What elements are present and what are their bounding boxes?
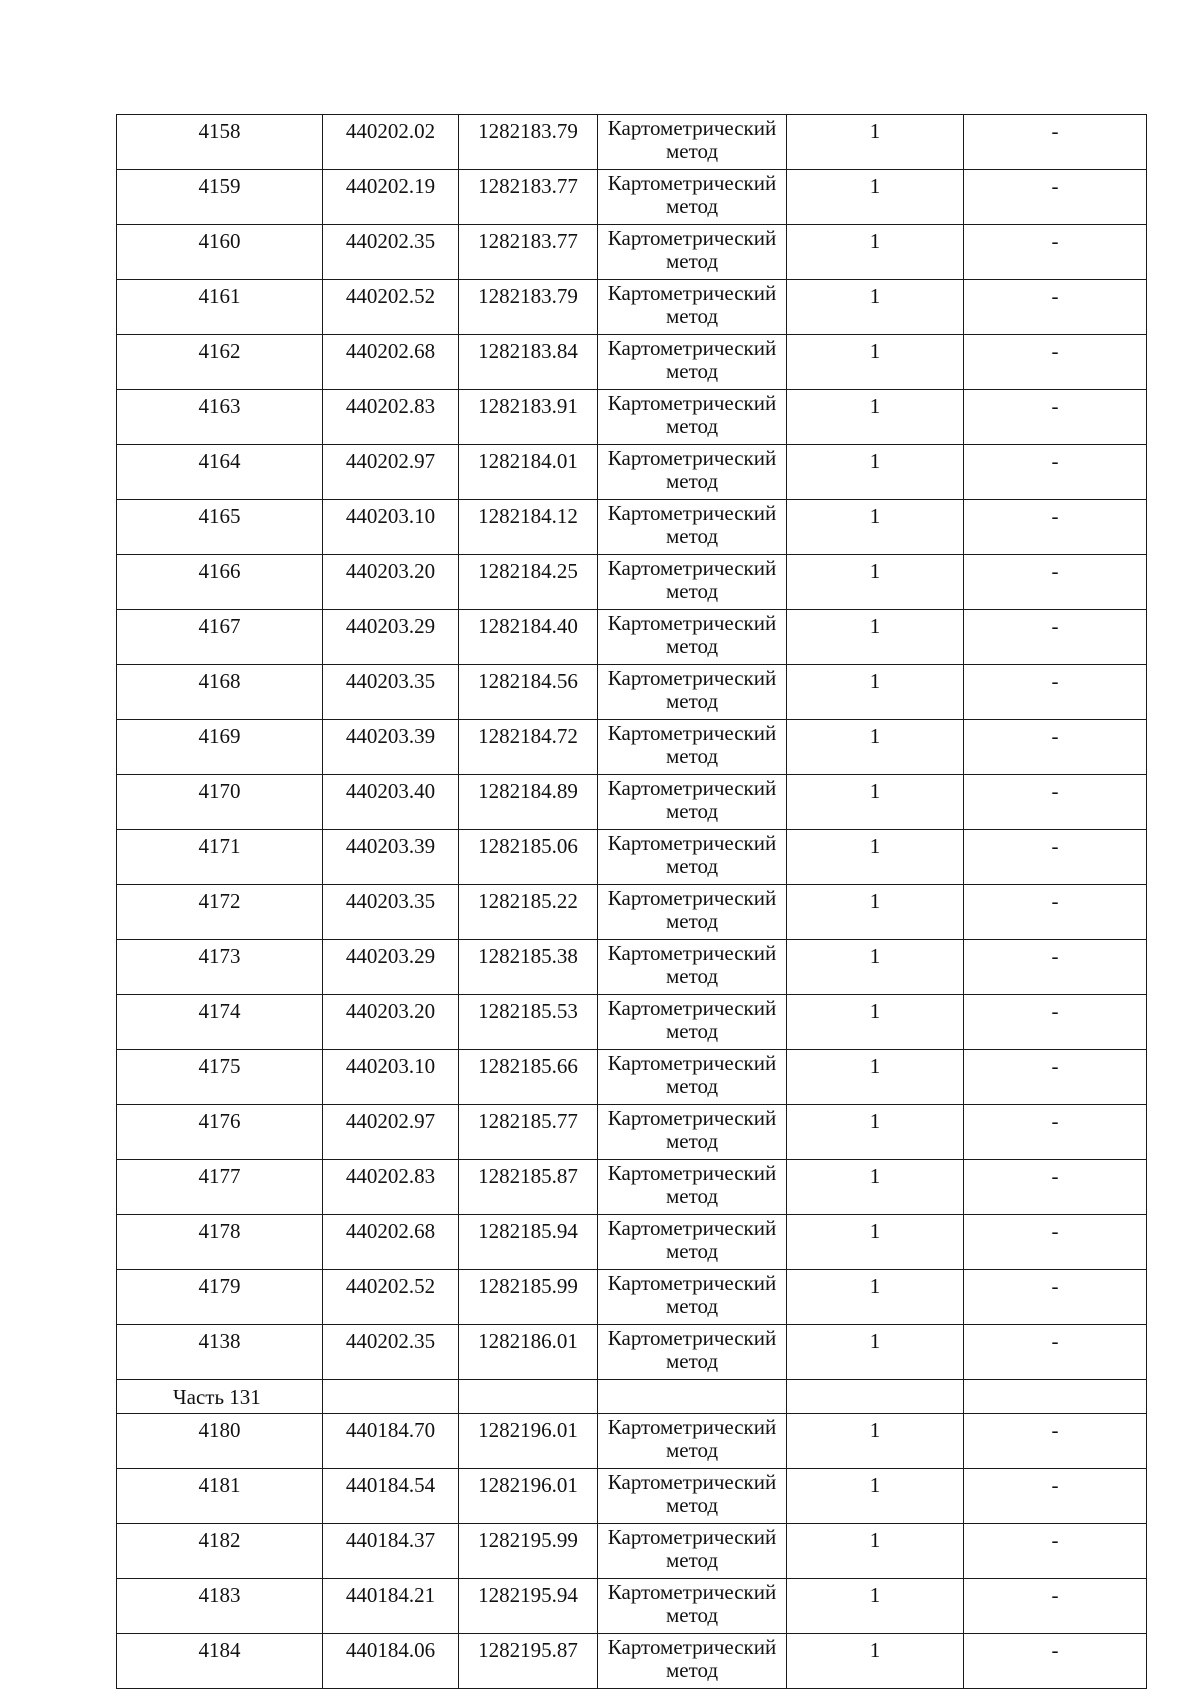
- note-cell: -: [964, 115, 1147, 170]
- table-row: [117, 885, 1147, 940]
- table-row: [117, 995, 1147, 1050]
- accuracy-cell: 1: [787, 445, 964, 500]
- note-cell: -: [964, 445, 1147, 500]
- y-coordinate-cell: 1282185.66: [459, 1050, 598, 1105]
- table-row: [117, 1215, 1147, 1270]
- table-row: [117, 1160, 1147, 1215]
- point-number-cell: 4164: [117, 445, 323, 500]
- accuracy-cell: 1: [787, 115, 964, 170]
- accuracy-cell: 1: [787, 1579, 964, 1634]
- x-coordinate-cell: 440184.21: [323, 1579, 459, 1634]
- method-cell: Картометрический метод: [598, 390, 787, 445]
- accuracy-cell: 1: [787, 1050, 964, 1105]
- accuracy-cell: 1: [787, 1160, 964, 1215]
- point-number-cell: 4169: [117, 720, 323, 775]
- method-cell: Картометрический метод: [598, 115, 787, 170]
- accuracy-cell: 1: [787, 390, 964, 445]
- table-row: [117, 1050, 1147, 1105]
- accuracy-cell: 1: [787, 1325, 964, 1380]
- method-cell: Картометрический метод: [598, 445, 787, 500]
- x-coordinate-cell: 440202.83: [323, 390, 459, 445]
- method-cell: Картометрический метод: [598, 1105, 787, 1160]
- y-coordinate-cell: 1282184.01: [459, 445, 598, 500]
- table-row: [117, 1105, 1147, 1160]
- x-coordinate-cell: 440202.19: [323, 170, 459, 225]
- accuracy-cell: 1: [787, 1270, 964, 1325]
- accuracy-cell: 1: [787, 885, 964, 940]
- point-number-cell: 4174: [117, 995, 323, 1050]
- point-number-cell: 4159: [117, 170, 323, 225]
- x-coordinate-cell: 440202.83: [323, 1160, 459, 1215]
- table-row: [117, 500, 1147, 555]
- point-number-cell: 4168: [117, 665, 323, 720]
- accuracy-cell: 1: [787, 1634, 964, 1689]
- y-coordinate-cell: 1282184.25: [459, 555, 598, 610]
- x-coordinate-cell: 440184.06: [323, 1634, 459, 1689]
- table-row: [117, 1270, 1147, 1325]
- y-coordinate-cell: 1282183.84: [459, 335, 598, 390]
- x-coordinate-cell: 440202.97: [323, 445, 459, 500]
- point-number-cell: 4160: [117, 225, 323, 280]
- method-cell: Картометрический метод: [598, 775, 787, 830]
- point-number-cell: 4161: [117, 280, 323, 335]
- note-cell: -: [964, 1634, 1147, 1689]
- x-coordinate-cell: 440202.02: [323, 115, 459, 170]
- y-coordinate-cell: 1282184.40: [459, 610, 598, 665]
- point-number-cell: 4182: [117, 1524, 323, 1579]
- point-number-cell: 4158: [117, 115, 323, 170]
- note-cell: -: [964, 225, 1147, 280]
- accuracy-cell: 1: [787, 830, 964, 885]
- method-cell: Картометрический метод: [598, 555, 787, 610]
- x-coordinate-cell: 440202.52: [323, 1270, 459, 1325]
- x-coordinate-cell: 440203.35: [323, 885, 459, 940]
- point-number-cell: 4175: [117, 1050, 323, 1105]
- table-row: [117, 445, 1147, 500]
- y-coordinate-cell: 1282183.77: [459, 170, 598, 225]
- point-number-cell: 4178: [117, 1215, 323, 1270]
- table-row: [117, 225, 1147, 280]
- table-row: [117, 830, 1147, 885]
- empty-cell: [598, 1380, 787, 1414]
- method-cell: Картометрический метод: [598, 1270, 787, 1325]
- table-row: [117, 390, 1147, 445]
- accuracy-cell: 1: [787, 280, 964, 335]
- method-cell: Картометрический метод: [598, 500, 787, 555]
- y-coordinate-cell: 1282185.94: [459, 1215, 598, 1270]
- x-coordinate-cell: 440202.68: [323, 335, 459, 390]
- method-cell: Картометрический метод: [598, 1050, 787, 1105]
- table-row: [117, 170, 1147, 225]
- x-coordinate-cell: 440202.52: [323, 280, 459, 335]
- method-cell: Картометрический метод: [598, 1215, 787, 1270]
- note-cell: -: [964, 940, 1147, 995]
- section-title: Часть 131: [117, 1380, 323, 1414]
- table-row: [117, 1469, 1147, 1524]
- method-cell: Картометрический метод: [598, 1579, 787, 1634]
- method-cell: Картометрический метод: [598, 280, 787, 335]
- y-coordinate-cell: 1282186.01: [459, 1325, 598, 1380]
- x-coordinate-cell: 440203.39: [323, 720, 459, 775]
- y-coordinate-cell: 1282185.87: [459, 1160, 598, 1215]
- table-row: [117, 335, 1147, 390]
- point-number-cell: 4163: [117, 390, 323, 445]
- point-number-cell: 4184: [117, 1634, 323, 1689]
- empty-cell: [459, 1380, 598, 1414]
- y-coordinate-cell: 1282196.01: [459, 1469, 598, 1524]
- note-cell: -: [964, 1469, 1147, 1524]
- accuracy-cell: 1: [787, 555, 964, 610]
- method-cell: Картометрический метод: [598, 940, 787, 995]
- x-coordinate-cell: 440203.20: [323, 995, 459, 1050]
- accuracy-cell: 1: [787, 1524, 964, 1579]
- note-cell: -: [964, 1215, 1147, 1270]
- accuracy-cell: 1: [787, 995, 964, 1050]
- y-coordinate-cell: 1282184.89: [459, 775, 598, 830]
- x-coordinate-cell: 440203.29: [323, 610, 459, 665]
- point-number-cell: 4166: [117, 555, 323, 610]
- note-cell: -: [964, 1270, 1147, 1325]
- note-cell: -: [964, 830, 1147, 885]
- coordinates-table: [116, 114, 1147, 1689]
- method-cell: Картометрический метод: [598, 610, 787, 665]
- method-cell: Картометрический метод: [598, 720, 787, 775]
- note-cell: -: [964, 1105, 1147, 1160]
- y-coordinate-cell: 1282195.94: [459, 1579, 598, 1634]
- note-cell: -: [964, 1325, 1147, 1380]
- y-coordinate-cell: 1282184.12: [459, 500, 598, 555]
- note-cell: -: [964, 610, 1147, 665]
- method-cell: Картометрический метод: [598, 1160, 787, 1215]
- point-number-cell: 4183: [117, 1579, 323, 1634]
- section-row: [117, 1380, 1147, 1414]
- x-coordinate-cell: 440184.54: [323, 1469, 459, 1524]
- x-coordinate-cell: 440203.10: [323, 500, 459, 555]
- accuracy-cell: 1: [787, 335, 964, 390]
- y-coordinate-cell: 1282185.22: [459, 885, 598, 940]
- x-coordinate-cell: 440202.35: [323, 1325, 459, 1380]
- point-number-cell: 4171: [117, 830, 323, 885]
- method-cell: Картометрический метод: [598, 1414, 787, 1469]
- note-cell: -: [964, 335, 1147, 390]
- table-row: [117, 940, 1147, 995]
- y-coordinate-cell: 1282185.06: [459, 830, 598, 885]
- point-number-cell: 4167: [117, 610, 323, 665]
- coordinates-table-body: [117, 115, 1147, 1689]
- x-coordinate-cell: 440203.35: [323, 665, 459, 720]
- y-coordinate-cell: 1282195.99: [459, 1524, 598, 1579]
- y-coordinate-cell: 1282185.38: [459, 940, 598, 995]
- table-row: [117, 555, 1147, 610]
- accuracy-cell: 1: [787, 500, 964, 555]
- y-coordinate-cell: 1282185.99: [459, 1270, 598, 1325]
- accuracy-cell: 1: [787, 225, 964, 280]
- table-row: [117, 610, 1147, 665]
- x-coordinate-cell: 440202.68: [323, 1215, 459, 1270]
- table-row: [117, 1325, 1147, 1380]
- y-coordinate-cell: 1282185.77: [459, 1105, 598, 1160]
- note-cell: -: [964, 1414, 1147, 1469]
- accuracy-cell: 1: [787, 665, 964, 720]
- x-coordinate-cell: 440203.20: [323, 555, 459, 610]
- y-coordinate-cell: 1282183.79: [459, 280, 598, 335]
- note-cell: -: [964, 720, 1147, 775]
- empty-cell: [787, 1380, 964, 1414]
- y-coordinate-cell: 1282196.01: [459, 1414, 598, 1469]
- point-number-cell: 4165: [117, 500, 323, 555]
- y-coordinate-cell: 1282184.56: [459, 665, 598, 720]
- x-coordinate-cell: 440203.40: [323, 775, 459, 830]
- method-cell: Картометрический метод: [598, 665, 787, 720]
- y-coordinate-cell: 1282183.77: [459, 225, 598, 280]
- accuracy-cell: 1: [787, 1215, 964, 1270]
- point-number-cell: 4162: [117, 335, 323, 390]
- note-cell: -: [964, 1579, 1147, 1634]
- point-number-cell: 4172: [117, 885, 323, 940]
- note-cell: -: [964, 885, 1147, 940]
- point-number-cell: 4177: [117, 1160, 323, 1215]
- method-cell: Картометрический метод: [598, 1469, 787, 1524]
- point-number-cell: 4170: [117, 775, 323, 830]
- empty-cell: [323, 1380, 459, 1414]
- method-cell: Картометрический метод: [598, 1634, 787, 1689]
- method-cell: Картометрический метод: [598, 885, 787, 940]
- accuracy-cell: 1: [787, 610, 964, 665]
- note-cell: -: [964, 995, 1147, 1050]
- note-cell: -: [964, 500, 1147, 555]
- note-cell: -: [964, 665, 1147, 720]
- y-coordinate-cell: 1282183.91: [459, 390, 598, 445]
- x-coordinate-cell: 440202.35: [323, 225, 459, 280]
- point-number-cell: 4181: [117, 1469, 323, 1524]
- accuracy-cell: 1: [787, 1105, 964, 1160]
- point-number-cell: 4179: [117, 1270, 323, 1325]
- accuracy-cell: 1: [787, 940, 964, 995]
- y-coordinate-cell: 1282184.72: [459, 720, 598, 775]
- table-row: [117, 775, 1147, 830]
- table-row: [117, 1414, 1147, 1469]
- x-coordinate-cell: 440203.10: [323, 1050, 459, 1105]
- point-number-cell: 4173: [117, 940, 323, 995]
- table-row: [117, 1524, 1147, 1579]
- point-number-cell: 4138: [117, 1325, 323, 1380]
- note-cell: -: [964, 1524, 1147, 1579]
- x-coordinate-cell: 440203.29: [323, 940, 459, 995]
- table-row: [117, 1579, 1147, 1634]
- method-cell: Картометрический метод: [598, 170, 787, 225]
- point-number-cell: 4176: [117, 1105, 323, 1160]
- point-number-cell: 4180: [117, 1414, 323, 1469]
- note-cell: -: [964, 390, 1147, 445]
- note-cell: -: [964, 775, 1147, 830]
- accuracy-cell: 1: [787, 170, 964, 225]
- accuracy-cell: 1: [787, 775, 964, 830]
- note-cell: -: [964, 555, 1147, 610]
- y-coordinate-cell: 1282195.87: [459, 1634, 598, 1689]
- method-cell: Картометрический метод: [598, 225, 787, 280]
- x-coordinate-cell: 440184.70: [323, 1414, 459, 1469]
- note-cell: -: [964, 1160, 1147, 1215]
- table-row: [117, 280, 1147, 335]
- table-row: [117, 1634, 1147, 1689]
- y-coordinate-cell: 1282183.79: [459, 115, 598, 170]
- table-row: [117, 115, 1147, 170]
- method-cell: Картометрический метод: [598, 830, 787, 885]
- y-coordinate-cell: 1282185.53: [459, 995, 598, 1050]
- accuracy-cell: 1: [787, 1469, 964, 1524]
- note-cell: -: [964, 170, 1147, 225]
- accuracy-cell: 1: [787, 720, 964, 775]
- x-coordinate-cell: 440203.39: [323, 830, 459, 885]
- x-coordinate-cell: 440202.97: [323, 1105, 459, 1160]
- method-cell: Картометрический метод: [598, 995, 787, 1050]
- empty-cell: [964, 1380, 1147, 1414]
- accuracy-cell: 1: [787, 1414, 964, 1469]
- table-row: [117, 665, 1147, 720]
- table-row: [117, 720, 1147, 775]
- method-cell: Картометрический метод: [598, 335, 787, 390]
- note-cell: -: [964, 280, 1147, 335]
- method-cell: Картометрический метод: [598, 1325, 787, 1380]
- note-cell: -: [964, 1050, 1147, 1105]
- x-coordinate-cell: 440184.37: [323, 1524, 459, 1579]
- method-cell: Картометрический метод: [598, 1524, 787, 1579]
